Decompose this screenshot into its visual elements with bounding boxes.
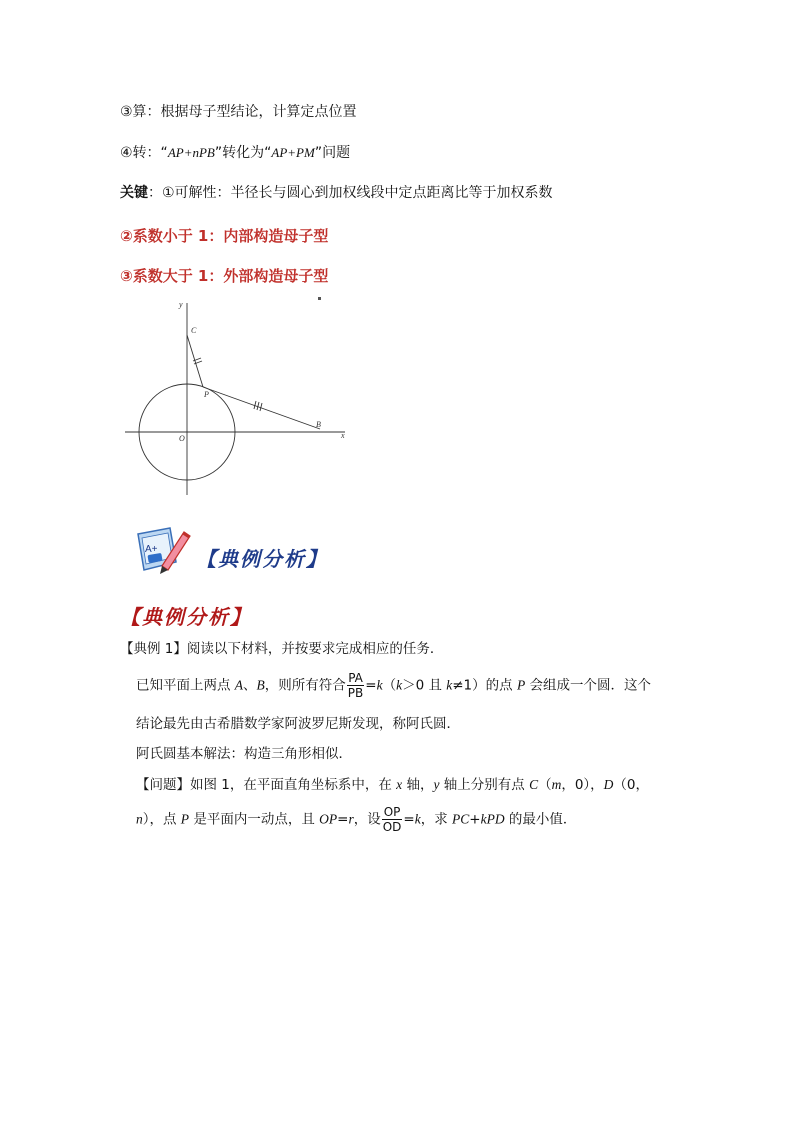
q-f: （0， bbox=[613, 777, 650, 793]
example-intro: 阅读以下材料，并按要求完成相应的任务． bbox=[186, 641, 444, 657]
q2-d: ，设 bbox=[353, 811, 381, 828]
p1-e: ＞0 且 bbox=[402, 677, 447, 694]
q-e: ，0）， bbox=[561, 777, 604, 793]
frac1-num: PA bbox=[348, 671, 363, 685]
p1-k: k bbox=[376, 677, 383, 693]
q2-e: = bbox=[403, 811, 415, 828]
case-3-heading: ③系数大于 1：外部构造母子型 bbox=[120, 267, 329, 285]
q2-f: ，求 bbox=[420, 811, 453, 828]
example-banner-title: 【典例分析】 bbox=[196, 547, 328, 571]
frac1-den: PB bbox=[347, 686, 364, 700]
icon-a-plus-text: A+ bbox=[145, 544, 158, 555]
tick-pb-2 bbox=[257, 402, 259, 410]
segment-cp bbox=[187, 335, 203, 387]
label-b: B bbox=[316, 420, 321, 429]
label-c: C bbox=[191, 326, 197, 335]
q2-kpd: kPD bbox=[480, 811, 505, 827]
q2-a: ），点 bbox=[142, 811, 181, 828]
q2-pc: PC bbox=[452, 811, 470, 827]
segment-pb bbox=[203, 387, 320, 429]
example-question-line-1 bbox=[136, 775, 649, 795]
tick-pb-3 bbox=[260, 403, 262, 411]
frac2-num: OP bbox=[383, 805, 401, 819]
frac2-den: OD bbox=[382, 820, 402, 834]
example-section-title: 【典例分析】 bbox=[120, 605, 252, 629]
q2-n: n bbox=[136, 811, 143, 827]
p1-f: ≠1）的点 bbox=[452, 677, 517, 694]
p1-eq: = bbox=[365, 677, 377, 694]
step4-post: ”问题 bbox=[314, 145, 351, 161]
step-3-text: ③算：根据母子型结论，计算定点位置 bbox=[120, 104, 357, 120]
p1-g: 会组成一个圆．这个 bbox=[525, 677, 651, 694]
q2-b: 是平面内一动点，且 bbox=[189, 811, 320, 828]
key-line bbox=[120, 183, 553, 203]
p1-point-b: B bbox=[256, 677, 265, 693]
q2-c: = bbox=[337, 811, 349, 828]
example-paragraph-3: 阿氏圆基本解法：构造三角形相似． bbox=[136, 746, 352, 762]
p1-k2: k bbox=[396, 677, 403, 693]
example-paragraph-2: 结论最先由古希腊数学家阿波罗尼斯发现，称阿氏圆． bbox=[136, 716, 460, 732]
example-tag: 【典例 1】 bbox=[120, 641, 187, 657]
step4-math-apnpb: AP+nPB bbox=[167, 145, 215, 160]
step4-mid: ”转化为“ bbox=[214, 145, 272, 161]
example-paragraph-1 bbox=[136, 671, 651, 700]
q2-k: k bbox=[414, 811, 421, 827]
q-point-d: D bbox=[603, 777, 614, 792]
q2-op: OP bbox=[319, 811, 338, 827]
example-intro-line bbox=[120, 639, 443, 659]
q-point-c: C bbox=[529, 777, 539, 792]
stray-dot bbox=[318, 297, 321, 300]
fraction-op-od bbox=[382, 805, 403, 834]
q2-point-p: P bbox=[180, 811, 190, 827]
fraction-pa-pb bbox=[347, 671, 364, 700]
p1-sep: 、 bbox=[243, 677, 257, 694]
p1-b: ，则所有符合 bbox=[264, 677, 346, 694]
key-label: 关键 bbox=[120, 185, 148, 201]
label-o: O bbox=[179, 434, 185, 443]
case-2-heading: ②系数小于 1：内部构造母子型 bbox=[120, 227, 329, 245]
step-4-text bbox=[120, 143, 350, 163]
q-d: （ bbox=[538, 777, 552, 793]
q2-h: 的最小值． bbox=[504, 811, 577, 828]
q-x: x bbox=[396, 777, 403, 792]
p1-k3: k bbox=[446, 677, 453, 693]
example-banner-icon bbox=[132, 522, 194, 578]
label-y: y bbox=[179, 300, 183, 309]
example-question-line-2 bbox=[136, 805, 576, 834]
p1-a: 已知平面上两点 bbox=[136, 677, 235, 694]
q2-plus: + bbox=[469, 811, 481, 828]
p1-point-a: A bbox=[234, 677, 244, 693]
step4-math-appm: AP+PM bbox=[271, 145, 315, 160]
apollonius-figure bbox=[115, 295, 355, 500]
q-a: 如图 1，在平面直角坐标系中，在 bbox=[190, 777, 397, 793]
step4-pre: ④转：“ bbox=[120, 145, 168, 161]
q-b: 轴， bbox=[402, 777, 434, 793]
label-p: P bbox=[204, 390, 209, 399]
q2-r: r bbox=[348, 811, 354, 827]
q-c: 轴上分别有点 bbox=[439, 777, 530, 793]
q-y: y bbox=[433, 777, 440, 792]
p1-point-p: P bbox=[516, 677, 526, 693]
key-text: ：①可解性：半径长与圆心到加权线段中定点距离比等于加权系数 bbox=[148, 185, 553, 201]
label-x: x bbox=[341, 431, 345, 440]
q-m: m bbox=[551, 777, 562, 792]
q-tag: 【问题】 bbox=[136, 777, 190, 793]
p1-d: （ bbox=[382, 677, 397, 694]
